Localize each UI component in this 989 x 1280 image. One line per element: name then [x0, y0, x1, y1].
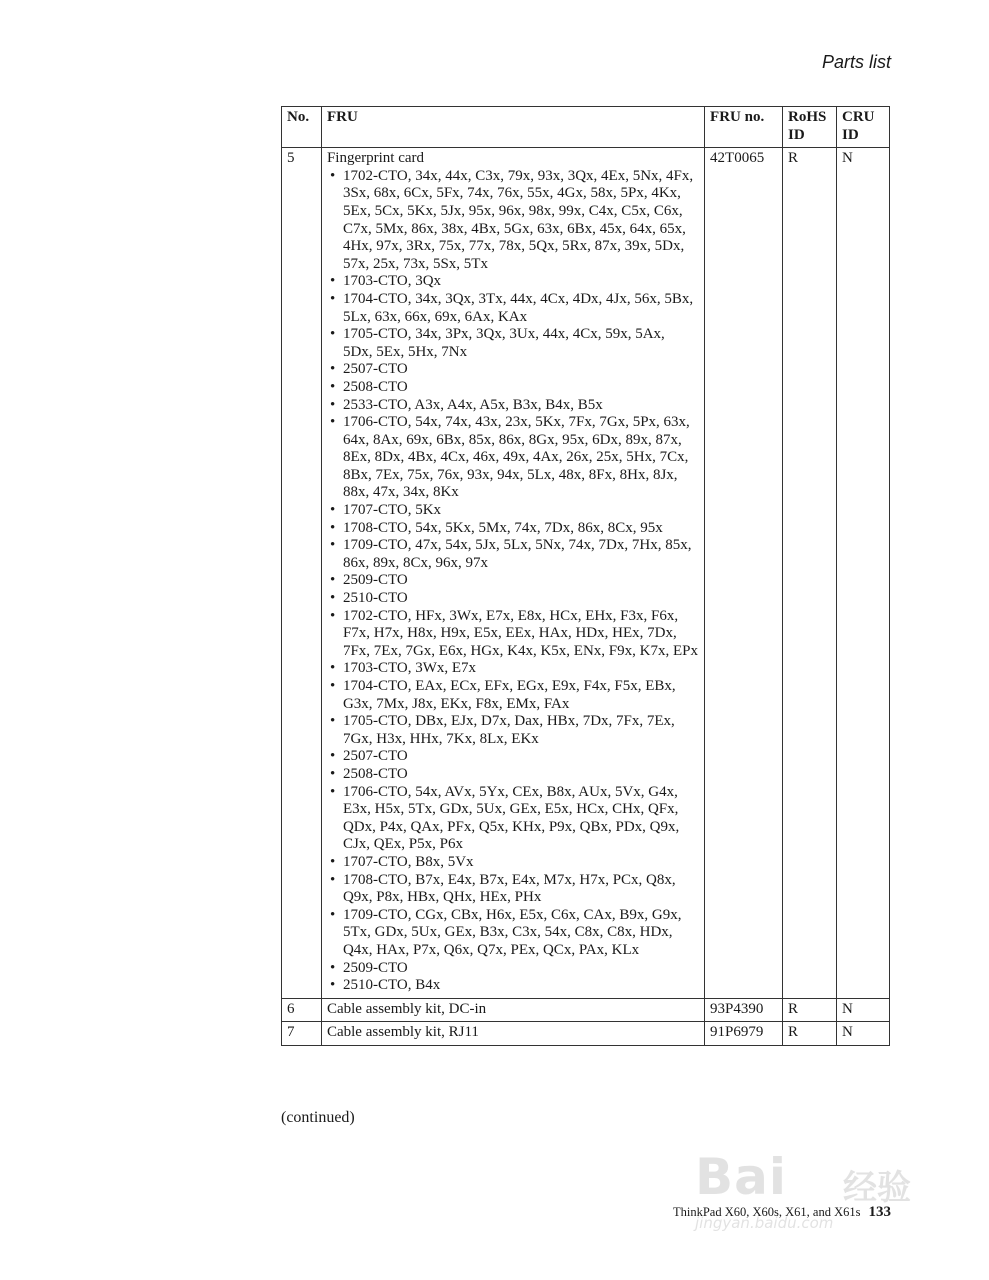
- list-item: • 1703-CTO, 3Qx: [327, 273, 698, 291]
- running-header: Parts list: [821, 52, 891, 72]
- list-item: • 1709-CTO, CGx, CBx, H6x, E5x, C6x, CAx, B9x, G9x, 5Tx, GDx, 5Ux, GEx, B3x, C3x, 54x, C8x, C8x, HDx, Q4x, HAx, P7x, Q6x, Q7x, PEx, QCx, PAx, KLx: [327, 907, 698, 960]
- list-item: • 2509-CTO: [327, 572, 698, 590]
- page-number: 133: [868, 1204, 891, 1220]
- fru-number: 93P4390: [705, 998, 783, 1022]
- cru-header-line1: CRU: [841, 109, 875, 125]
- cru-id: N: [836, 148, 889, 999]
- list-item: • 1705-CTO, 34x, 3Px, 3Qx, 3Ux, 44x, 4Cx, 59x, 5Ax, 5Dx, 5Ex, 5Hx, 7Nx: [327, 326, 698, 361]
- fru-cell: [321, 148, 704, 999]
- rohs-id: R: [783, 998, 837, 1022]
- list-item: • 1702-CTO, 34x, 44x, C3x, 79x, 93x, 3Qx, 4Ex, 5Nx, 4Fx, 3Sx, 68x, 6Cx, 5Fx, 74x, 76x, 55x, 4Gx, 58x, 5Px, 4Kx, 5Ex, 5Cx, 5Kx, 5Jx, 95x, 96x, 98x, 99x, C4x, C5x, C6x, C7x, 5Mx, 86x, 38x, 4Bx, 5Gx, 63x, 6Bx, 45x, 64x, 65x, 4Hx, 97x, 3Rx, 75x, 77x, 78x, 5Qx, 5Rx, 87x, 39x, 5Dx, 57x, 25x, 73x, 5Sx, 5Tx: [327, 168, 698, 274]
- list-item: • 1708-CTO, B7x, E4x, B7x, E4x, M7x, H7x, PCx, Q8x, Q9x, P8x, HBx, QHx, HEx, PHx: [327, 872, 698, 907]
- watermark-brand: 经验: [843, 1168, 911, 1208]
- list-item: • 1706-CTO, 54x, AVx, 5Yx, CEx, B8x, AUx, 5Vx, G4x, E3x, H5x, 5Tx, GDx, 5Ux, GEx, E5x, HCx, CHx, QFx, QDx, P4x, QAx, PFx, Q5x, KHx, P9x, QBx, PDx, Q9x, CJx, QEx, P5x, P6x: [327, 784, 698, 854]
- column-header-fru: FRU: [321, 107, 704, 148]
- fru-number: 91P6979: [705, 1022, 783, 1046]
- row-number: 7: [282, 1022, 322, 1046]
- list-item: • 2508-CTO: [327, 766, 698, 784]
- fru-number: 42T0065: [705, 148, 783, 999]
- table-row: [282, 1022, 890, 1046]
- cru-header-line2: ID: [841, 126, 859, 143]
- column-header-rohs: [783, 107, 837, 148]
- rohs-header-line1: RoHS: [788, 109, 827, 125]
- list-item: • 2507-CTO: [327, 361, 698, 379]
- page-footer: [673, 1204, 891, 1221]
- list-item: • 1705-CTO, DBx, EJx, D7x, Dax, HBx, 7Dx, 7Fx, 7Ex, 7Gx, H3x, HHx, 7Kx, 8Lx, EKx: [327, 713, 698, 748]
- rohs-id: R: [783, 148, 837, 999]
- list-item: • 2508-CTO: [327, 379, 698, 397]
- column-header-no: No.: [282, 107, 322, 148]
- fru-name: Cable assembly kit, RJ11: [321, 1022, 704, 1046]
- column-header-fru-no: FRU no.: [705, 107, 783, 148]
- rohs-header-line2: ID: [788, 126, 805, 143]
- list-item: • 2510-CTO, B4x: [327, 977, 698, 995]
- column-header-cru: [836, 107, 889, 148]
- cru-id: N: [836, 998, 889, 1022]
- list-item: • 1708-CTO, 54x, 5Kx, 5Mx, 74x, 7Dx, 86x, 8Cx, 95x: [327, 520, 698, 538]
- fru-name: Cable assembly kit, DC-in: [321, 998, 704, 1022]
- watermark-url: jingyan.baidu.com: [695, 1214, 834, 1232]
- table-row: [282, 148, 890, 999]
- list-item: • 2507-CTO: [327, 748, 698, 766]
- list-item: • 2509-CTO: [327, 960, 698, 978]
- row-number: 6: [282, 998, 322, 1022]
- cru-id: N: [836, 1022, 889, 1046]
- machine-type-list: [327, 168, 698, 995]
- rohs-id: R: [783, 1022, 837, 1046]
- list-item: • 1704-CTO, 34x, 3Qx, 3Tx, 44x, 4Cx, 4Dx, 4Jx, 56x, 5Bx, 5Lx, 63x, 66x, 69x, 6Ax, KAx: [327, 291, 698, 326]
- list-item: • 2533-CTO, A3x, A4x, A5x, B3x, B4x, B5x: [327, 397, 698, 415]
- list-item: • 1706-CTO, 54x, 74x, 43x, 23x, 5Kx, 7Fx, 7Gx, 5Px, 63x, 64x, 8Ax, 69x, 6Bx, 85x, 86x, 8Gx, 95x, 6Dx, 89x, 87x, 8Ex, 8Dx, 4Bx, 4Cx, 46x, 49x, 4Ax, 26x, 25x, 5Hx, 7Cx, 8Bx, 7Ex, 75x, 76x, 93x, 94x, 5Lx, 48x, 8Fx, 8Hx, 8Jx, 88x, 47x, 34x, 8Kx: [327, 414, 698, 502]
- list-item: • 1709-CTO, 47x, 54x, 5Jx, 5Lx, 5Nx, 74x, 7Dx, 7Hx, 85x, 86x, 89x, 8Cx, 96x, 97x: [327, 537, 698, 572]
- row-number: 5: [282, 148, 322, 999]
- continued-note: (continued): [281, 1109, 355, 1126]
- fru-name: Fingerprint card: [326, 150, 425, 167]
- list-item: • 1702-CTO, HFx, 3Wx, E7x, E8x, HCx, EHx, F3x, F6x, F7x, H7x, H8x, H9x, E5x, EEx, HAx, HDx, HEx, 7Dx, 7Fx, 7Ex, 7Gx, E6x, HGx, K4x, K5x, ENx, F9x, K7x, EPx: [327, 608, 698, 661]
- list-item: • 1703-CTO, 3Wx, E7x: [327, 660, 698, 678]
- list-item: • 1707-CTO, B8x, 5Vx: [327, 854, 698, 872]
- footer-title: ThinkPad X60, X60s, X61, and X61s: [673, 1205, 861, 1219]
- table-header-row: [282, 107, 890, 148]
- list-item: • 2510-CTO: [327, 590, 698, 608]
- parts-table: [281, 106, 890, 1046]
- list-item: • 1704-CTO, EAx, ECx, EFx, EGx, E9x, F4x, F5x, EBx, G3x, 7Mx, J8x, EKx, F8x, EMx, FAx: [327, 678, 698, 713]
- list-item: • 1707-CTO, 5Kx: [327, 502, 698, 520]
- table-row: [282, 998, 890, 1022]
- watermark: [695, 1130, 935, 1240]
- watermark-logo: Bai: [695, 1148, 787, 1206]
